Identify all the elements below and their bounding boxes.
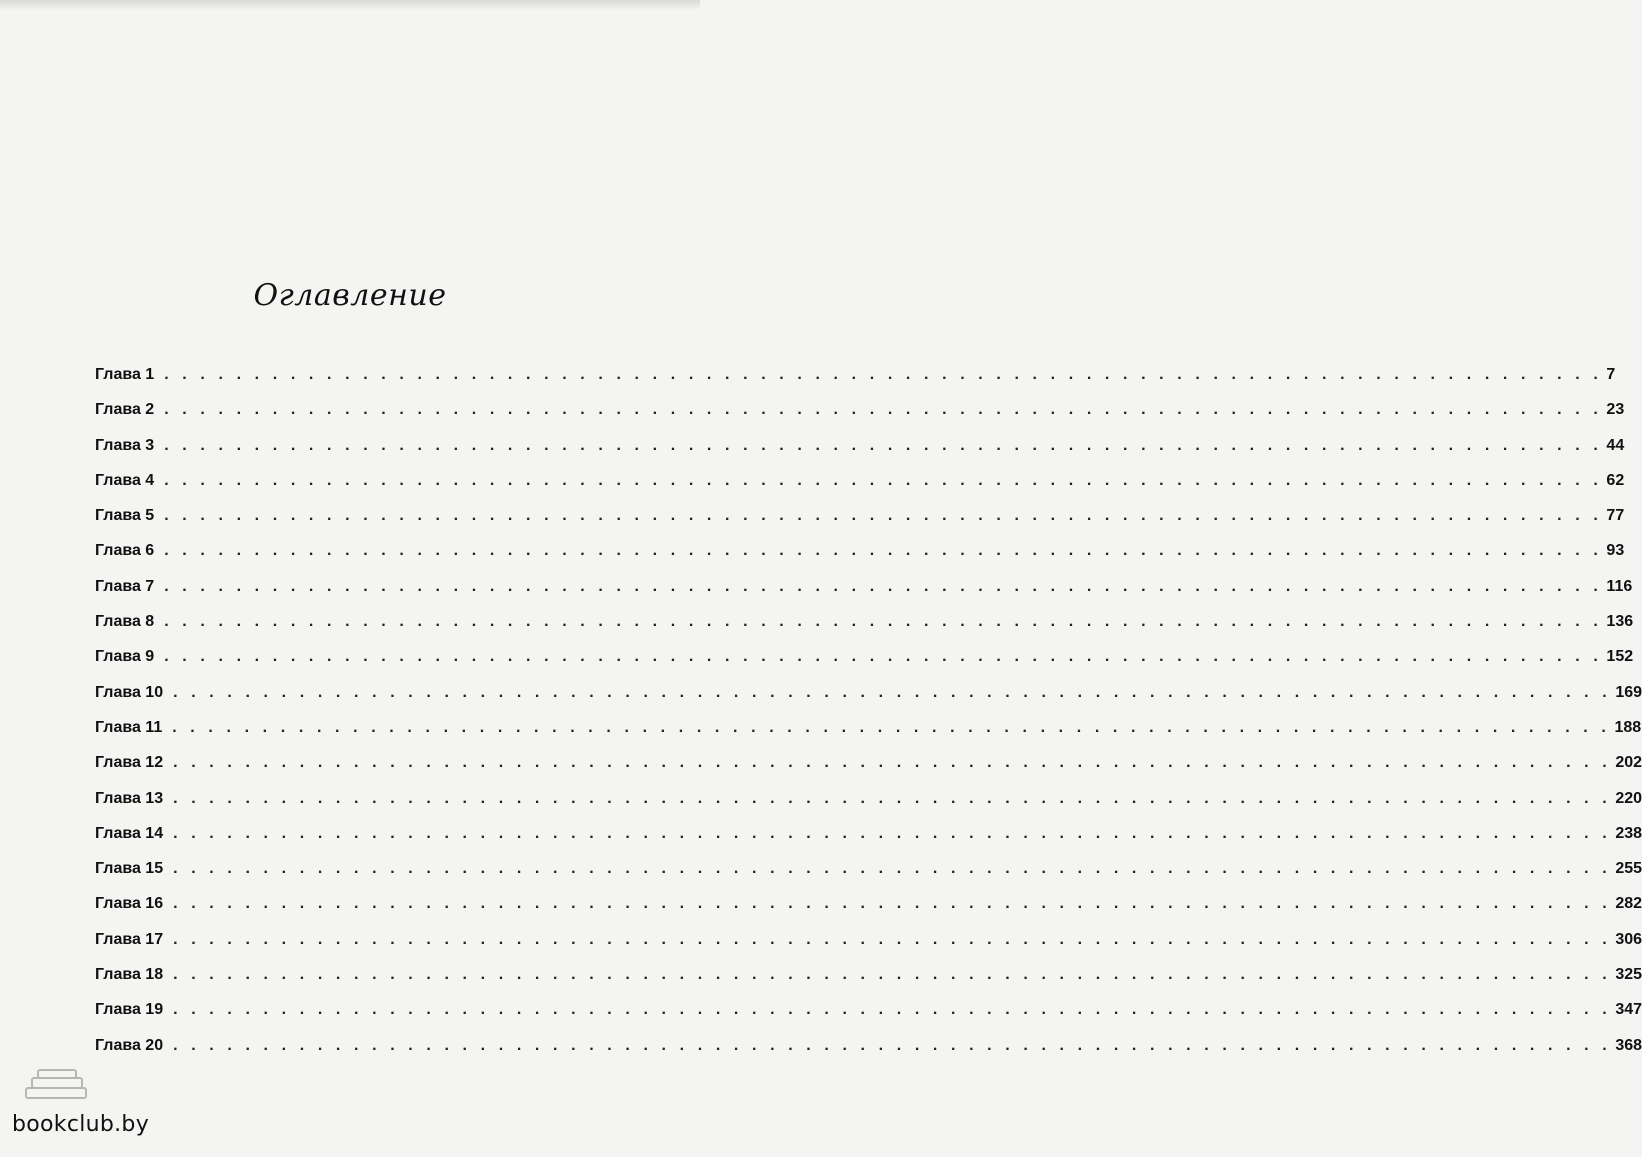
book-stack-icon [22, 1068, 92, 1102]
toc-entry-label: Глава 5 [95, 507, 155, 525]
toc-entry-label: Глава 18 [95, 966, 164, 984]
toc-entry [95, 542, 1625, 577]
toc-entry-page: 136 [1606, 613, 1634, 631]
dot-leader: . . . . . . . . . . . . . . . . . . . . . . . . . . . . . . . . . . . . . . . . . . . . . . . . . . . . . . . . . . . . . . . . . . . . . . . . . . . . . . . . [173, 930, 1612, 948]
toc-entry [95, 1036, 1642, 1072]
toc-entry-page: 325 [1615, 966, 1642, 984]
dot-leader: . . . . . . . . . . . . . . . . . . . . . . . . . . . . . . . . . . . . . . . . . . . . . . . . . . . . . . . . . . . . . . . . . . . . . . . . . . . . . . . . [164, 542, 1603, 560]
dot-leader: . . . . . . . . . . . . . . . . . . . . . . . . . . . . . . . . . . . . . . . . . . . . . . . . . . . . . . . . . . . . . . . . . . . . . . . . . . . . . . . . [173, 754, 1612, 772]
toc-entry [95, 789, 1642, 825]
toc-entry-label: Глава 8 [95, 613, 155, 631]
toc-entry-page: 347 [1615, 1001, 1642, 1019]
toc-entry [95, 648, 1634, 683]
toc-entry-page: 23 [1606, 401, 1625, 419]
dot-leader: . . . . . . . . . . . . . . . . . . . . . . . . . . . . . . . . . . . . . . . . . . . . . . . . . . . . . . . . . . . . . . . . . . . . . . . . . . . . . . . . [164, 366, 1603, 383]
toc-entry-page: 152 [1606, 648, 1634, 666]
dot-leader: . . . . . . . . . . . . . . . . . . . . . . . . . . . . . . . . . . . . . . . . . . . . . . . . . . . . . . . . . . . . . . . . . . . . . . . . . . . . . . . . [164, 436, 1603, 454]
toc-entry-page: 62 [1606, 471, 1625, 489]
dot-leader: . . . . . . . . . . . . . . . . . . . . . . . . . . . . . . . . . . . . . . . . . . . . . . . . . . . . . . . . . . . . . . . . . . . . . . . . . . . . . . . . [164, 507, 1603, 525]
table-of-contents [95, 366, 1642, 1072]
toc-entry-label: Глава 14 [95, 824, 164, 842]
dot-leader: . . . . . . . . . . . . . . . . . . . . . . . . . . . . . . . . . . . . . . . . . . . . . . . . . . . . . . . . . . . . . . . . . . . . . . . . . . . . . . . . [173, 683, 1612, 701]
toc-entry-page: 202 [1615, 754, 1642, 772]
dot-leader: . . . . . . . . . . . . . . . . . . . . . . . . . . . . . . . . . . . . . . . . . . . . . . . . . . . . . . . . . . . . . . . . . . . . . . . . . . . . . . . . [173, 1001, 1612, 1019]
toc-entry [95, 824, 1642, 860]
toc-entry-page: 368 [1615, 1036, 1642, 1054]
toc-entry [95, 471, 1625, 507]
dot-leader: . . . . . . . . . . . . . . . . . . . . . . . . . . . . . . . . . . . . . . . . . . . . . . . . . . . . . . . . . . . . . . . . . . . . . . . . . . . . . . . . [164, 471, 1603, 489]
toc-entry-page: 255 [1615, 860, 1642, 878]
toc-entry [95, 718, 1642, 754]
toc-entry-page: 282 [1615, 895, 1642, 913]
toc-entry-page: 77 [1606, 507, 1625, 525]
toc-entry-page: 169 [1615, 683, 1642, 701]
toc-entry-label: Глава 12 [95, 754, 164, 772]
page-title: Оглавление [253, 278, 447, 313]
toc-entry-page: 116 [1606, 577, 1633, 595]
toc-entry-page: 44 [1606, 436, 1625, 454]
toc-entry-label: Глава 4 [95, 471, 155, 489]
page-edge [0, 0, 700, 10]
toc-entry [95, 930, 1642, 966]
toc-entry-page: 7 [1606, 366, 1616, 383]
toc-entry [95, 966, 1642, 1001]
toc-entry-label: Глава 1 [95, 366, 155, 383]
dot-leader: . . . . . . . . . . . . . . . . . . . . . . . . . . . . . . . . . . . . . . . . . . . . . . . . . . . . . . . . . . . . . . . . . . . . . . . . . . . . . . . . [173, 1036, 1612, 1054]
toc-entry-page: 238 [1615, 824, 1642, 842]
toc-entry [95, 860, 1642, 895]
dot-leader: . . . . . . . . . . . . . . . . . . . . . . . . . . . . . . . . . . . . . . . . . . . . . . . . . . . . . . . . . . . . . . . . . . . . . . . . . . . . . . . . [173, 895, 1612, 913]
watermark: bookclub.by [12, 1112, 150, 1137]
toc-entry [95, 754, 1642, 789]
toc-entry-page: 220 [1615, 789, 1642, 807]
toc-entry [95, 366, 1616, 401]
toc-entry [95, 577, 1633, 613]
toc-entry-label: Глава 10 [95, 683, 164, 701]
toc-entry-label: Глава 11 [95, 718, 163, 736]
toc-entry-label: Глава 17 [95, 930, 164, 948]
toc-entry-label: Глава 15 [95, 860, 164, 878]
toc-entry-page: 188 [1614, 718, 1642, 736]
dot-leader: . . . . . . . . . . . . . . . . . . . . . . . . . . . . . . . . . . . . . . . . . . . . . . . . . . . . . . . . . . . . . . . . . . . . . . . . . . . . . . . . [164, 613, 1603, 631]
toc-entry-label: Глава 13 [95, 789, 164, 807]
toc-entry-label: Глава 6 [95, 542, 155, 560]
dot-leader: . . . . . . . . . . . . . . . . . . . . . . . . . . . . . . . . . . . . . . . . . . . . . . . . . . . . . . . . . . . . . . . . . . . . . . . . . . . . . . . . [164, 648, 1603, 666]
toc-entry [95, 613, 1634, 648]
toc-entry-page: 306 [1615, 930, 1642, 948]
toc-entry [95, 401, 1625, 436]
toc-entry [95, 1001, 1642, 1036]
dot-leader: . . . . . . . . . . . . . . . . . . . . . . . . . . . . . . . . . . . . . . . . . . . . . . . . . . . . . . . . . . . . . . . . . . . . . . . . . . . . . . . . [173, 824, 1612, 842]
toc-entry [95, 895, 1642, 930]
toc-entry-label: Глава 9 [95, 648, 155, 666]
dot-leader: . . . . . . . . . . . . . . . . . . . . . . . . . . . . . . . . . . . . . . . . . . . . . . . . . . . . . . . . . . . . . . . . . . . . . . . . . . . . . . . . [173, 860, 1612, 878]
toc-entry-label: Глава 3 [95, 436, 155, 454]
toc-entry-label: Глава 20 [95, 1036, 164, 1054]
toc-entry [95, 507, 1625, 542]
toc-entry [95, 683, 1642, 719]
dot-leader: . . . . . . . . . . . . . . . . . . . . . . . . . . . . . . . . . . . . . . . . . . . . . . . . . . . . . . . . . . . . . . . . . . . . . . . . . . . . . . . . [172, 718, 1611, 736]
toc-entry-label: Глава 16 [95, 895, 164, 913]
toc-entry-label: Глава 7 [95, 577, 155, 595]
toc-entry-label: Глава 2 [95, 401, 155, 419]
dot-leader: . . . . . . . . . . . . . . . . . . . . . . . . . . . . . . . . . . . . . . . . . . . . . . . . . . . . . . . . . . . . . . . . . . . . . . . . . . . . . . . . [173, 789, 1612, 807]
toc-entry [95, 436, 1625, 472]
toc-entry-page: 93 [1606, 542, 1625, 560]
toc-entry-label: Глава 19 [95, 1001, 164, 1019]
dot-leader: . . . . . . . . . . . . . . . . . . . . . . . . . . . . . . . . . . . . . . . . . . . . . . . . . . . . . . . . . . . . . . . . . . . . . . . . . . . . . . . . [164, 577, 1603, 595]
dot-leader: . . . . . . . . . . . . . . . . . . . . . . . . . . . . . . . . . . . . . . . . . . . . . . . . . . . . . . . . . . . . . . . . . . . . . . . . . . . . . . . . [164, 401, 1603, 419]
dot-leader: . . . . . . . . . . . . . . . . . . . . . . . . . . . . . . . . . . . . . . . . . . . . . . . . . . . . . . . . . . . . . . . . . . . . . . . . . . . . . . . . [173, 966, 1612, 984]
